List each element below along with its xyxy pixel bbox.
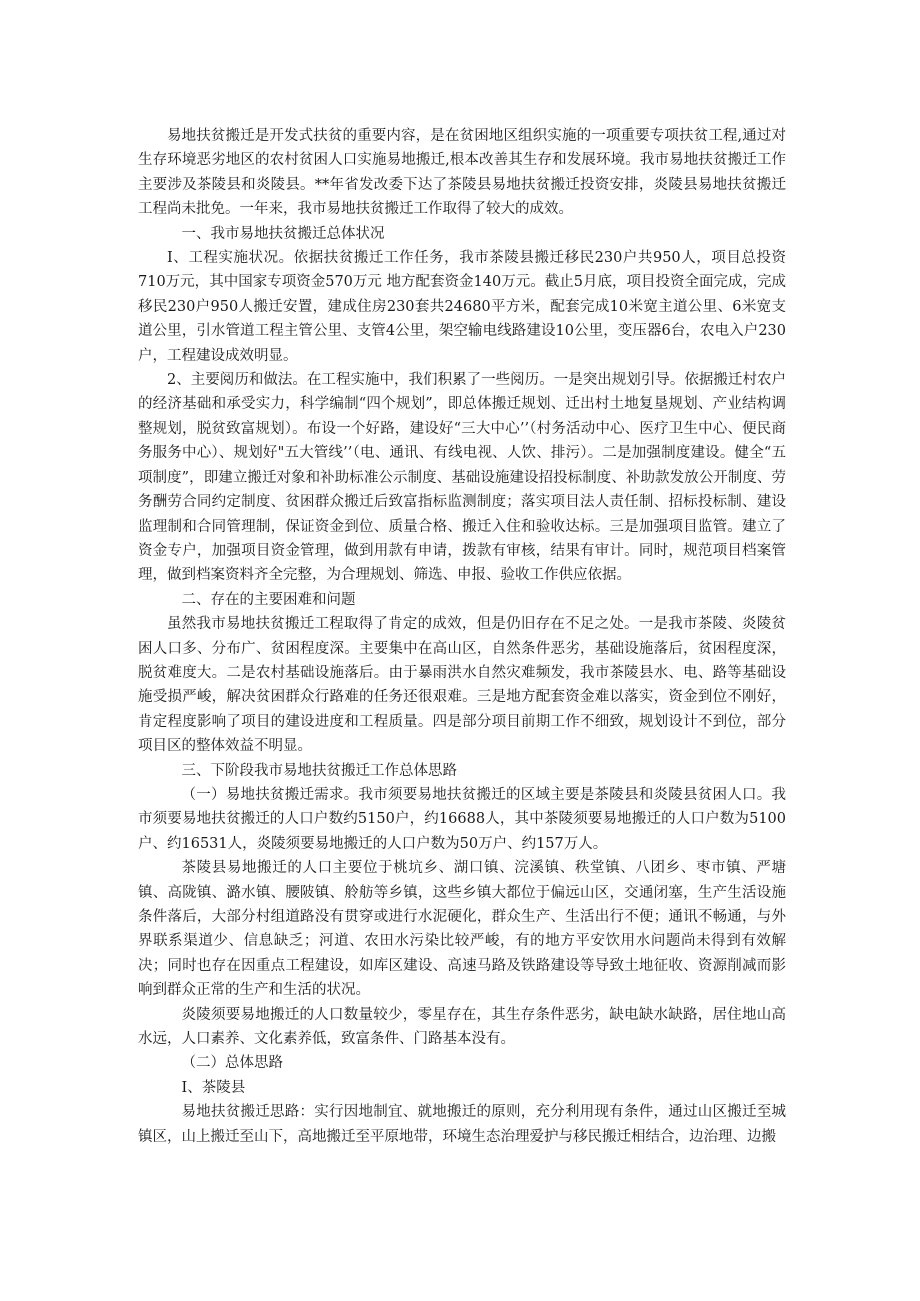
section-heading: 三、下阶段我市易地扶贫搬迁工作总体思路 <box>181 762 457 779</box>
document-body <box>138 124 786 1149</box>
body-paragraph: 易地扶贫搬迁思路：实行因地制宜、就地搬迁的原则，充分利用现有条件，通过山区搬迁至城镇区，山上搬迁至山下，高地搬迁至平原地带，环境生态治理爱护与移民搬迁相结合，边治理、边搬 <box>138 1104 786 1145</box>
body-paragraph: 虽然我市易地扶贫搬迁工程取得了肯定的成效，但是仍旧存在不足之处。一是我市茶陵、炎陵贫困人口多、分布广、贫困程度深。主要集中在高山区，自然条件恶劣，基础设施落后，贫困程度深，脱贫难度大。二是农村基础设施落后。由于暴雨洪水自然灾难频发，我市茶陵县水、电、路等基础设施受损严峻，解决贫困群众行路难的任务还很艰难。三是地方配套资金难以落实，资金到位不刚好，肯定程度影响了项目的建设进度和工程质量。四是部分项目前期工作不细致，规划设计不到位，部分项目区的整体效益不明显。 <box>138 616 786 755</box>
subsection-heading: I、茶陵县 <box>181 1079 246 1096</box>
body-paragraph: I、工程实施状况。依据扶贫搬迁工作任务，我市茶陵县搬迁移民230户共950人，项目总投资710万元，其中国家专项资金570万元 地方配套资金140万元。截止5月底，项目投资全面完成，完成移民230户950人搬迁安置，建成住房230套共24680平方米，配套完成10米宽主道公里、6米宽支道公里，引水管道工程主管公里、支管4公里，架空输电线路建设10公里，变压器6台，农电入户230户，工程建设成效明显。 <box>138 250 786 364</box>
subsection-heading: （二）总体思路 <box>181 1055 283 1072</box>
body-paragraph: 炎陵须要易地搬迁的人口数量较少，零星存在，其生存条件恶劣，缺电缺水缺路，居住地山高水远，人口素养、文化素养低，致富条件、门路基本没有。 <box>138 1006 786 1048</box>
section-heading: 二、存在的主要困难和问题 <box>181 591 356 608</box>
body-paragraph: 2、主要阅历和做法。在工程实施中，我们积累了一些阅历。一是突出规划引导。依据搬迁村农户的经济基础和承受实力，科学编制“四个规划”，即总体搬迁规划、迁出村土地复垦规划、产业结构调整规划，脱贫致富规划）。布设一个好路，建设好“三大中心’’（村务活动中心、医疗卫生中心、便民商务服务中心）、规划好"五大管线’’（电、通讯、有线电视、人饮、排污）。二是加强制度建设。健全“五项制度”，即建立搬迁对象和补助标准公示制度、基础设施建设招投标制度、补助款发放公开制度、劳务酬劳合同约定制度、贫困群众搬迁后致富指标监测制度；落实项目法人责任制、招标投标制、建设监理制和合同管理制，保证资金到位、质量合格、搬迁入住和验收达标。三是加强项目监管。建立了资金专户，加强项目资金管理，做到用款有申请，拨款有审核，结果有审计。同时，规范项目档案管理，做到档案资料齐全完整，为合理规划、筛选、申报、验收工作供应依据。 <box>138 372 786 584</box>
section-heading: 一、我市易地扶贫搬迁总体状况 <box>181 225 385 242</box>
body-paragraph: （一）易地扶贫搬迁需求。我市须要易地扶贫搬迁的区域主要是茶陵县和炎陵县贫困人口。我市须要易地扶贫搬迁的人口户数约5150户，约16688人，其中茶陵须要易地搬迁的人口户数为5100户、约16531人，炎陵须要易地搬迁的人口户数为50万户、约157万人。 <box>138 786 786 852</box>
intro-paragraph: 易地扶贫搬迁是开发式扶贫的重要内容，是在贫困地区组织实施的一项重要专项扶贫工程,通过对生存环境恶劣地区的农村贫困人口实施易地搬迁,根本改善其生存和发展环境。我市易地扶贫搬迁工作主要涉及茶陵县和炎陵县。**年省发改委下达了茶陵县易地扶贫搬迁投资安排，炎陵县易地扶贫搬迁工程尚未批免。一年来，我市易地扶贫搬迁工作取得了较大的成效。 <box>138 128 786 218</box>
body-paragraph: 茶陵县易地搬迁的人口主要位于桃坑乡、湖口镇、浣溪镇、秩堂镇、八团乡、枣市镇、严塘镇、高陇镇、潞水镇、腰陂镇、舲舫等乡镇，这些乡镇大都位于偏远山区，交通闭塞，生产生活设施条件落后，大部分村组道路没有贯穿或进行水泥硬化，群众生产、生活出行不便；通讯不畅通，与外界联系渠道少、信息缺乏；河道、农田水污染比较严峻，有的地方平安饮用水问题尚未得到有效解决；同时也存在因重点工程建设，如库区建设、高速马路及铁路建设等导致土地征收、资源削减而影响到群众正常的生产和生活的状况。 <box>138 860 786 999</box>
